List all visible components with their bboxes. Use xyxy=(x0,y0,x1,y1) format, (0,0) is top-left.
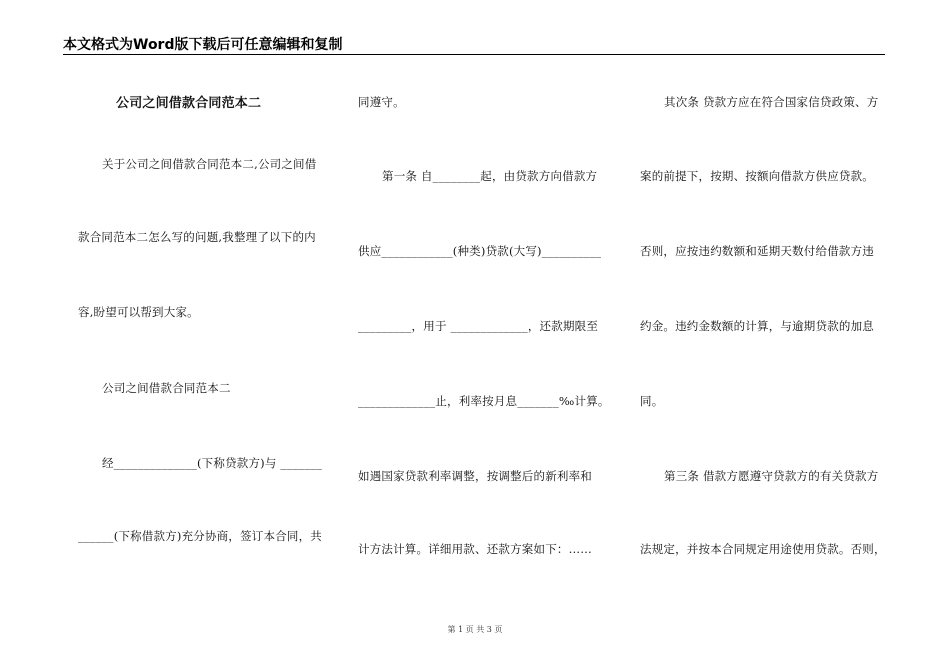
text-line: 第三条 借款方愿遵守贷款方的有关贷款方 xyxy=(664,469,879,483)
text-line: 同遵守。 xyxy=(358,95,405,109)
text-line: 案的前提下，按期、按额向借款方供应贷款。 xyxy=(640,169,874,183)
document-header: 本文格式为Word版下载后可任意编辑和复制 xyxy=(63,34,885,55)
text-line: 同。 xyxy=(640,394,664,408)
text-line: 供应____________(种类)贷款(大写)__________ xyxy=(358,244,602,258)
column-3 xyxy=(640,0,890,672)
text-line: ______(下称借款方)充分协商，签订本合同，共 xyxy=(78,529,322,543)
text-line: 关于公司之间借款合同范本二,公司之间借 xyxy=(102,157,317,171)
text-line: 否则，应按违约数额和延期天数付给借款方违 xyxy=(640,244,874,258)
text-line: 如遇国家贷款利率调整，按调整后的新利率和 xyxy=(358,469,592,483)
text-line: 约金。违约金数额的计算，与逾期贷款的加息 xyxy=(640,319,874,333)
text-line: 公司之间借款合同范本二 xyxy=(102,381,231,395)
text-line: 第一条 自________起，由贷款方向借款方 xyxy=(382,169,598,183)
column-2 xyxy=(358,0,608,672)
text-line: _____________止，利率按月息_______‰计算。 xyxy=(358,394,610,408)
text-line: 其次条 贷款方应在符合国家信贷政策、方 xyxy=(664,95,879,109)
page-number: 第 1 页 共 3 页 xyxy=(447,625,503,634)
text-line: 法规定，并按本合同规定用途使用贷款。否则， xyxy=(640,542,886,556)
text-line: _________，用于 _____________，还款期限至 xyxy=(358,319,599,333)
text-line: 款合同范本二怎么写的问题,我整理了以下的内 xyxy=(78,230,316,244)
text-line: 经______________(下称贷款方)与 _______ xyxy=(102,456,323,470)
text-line: 计方法计算。详细用款、还款方案如下：…… xyxy=(358,542,592,556)
text-line: 容,盼望可以帮到大家。 xyxy=(78,305,199,319)
document-title: 公司之间借款合同范本二 xyxy=(116,96,262,111)
column-1 xyxy=(78,0,328,672)
